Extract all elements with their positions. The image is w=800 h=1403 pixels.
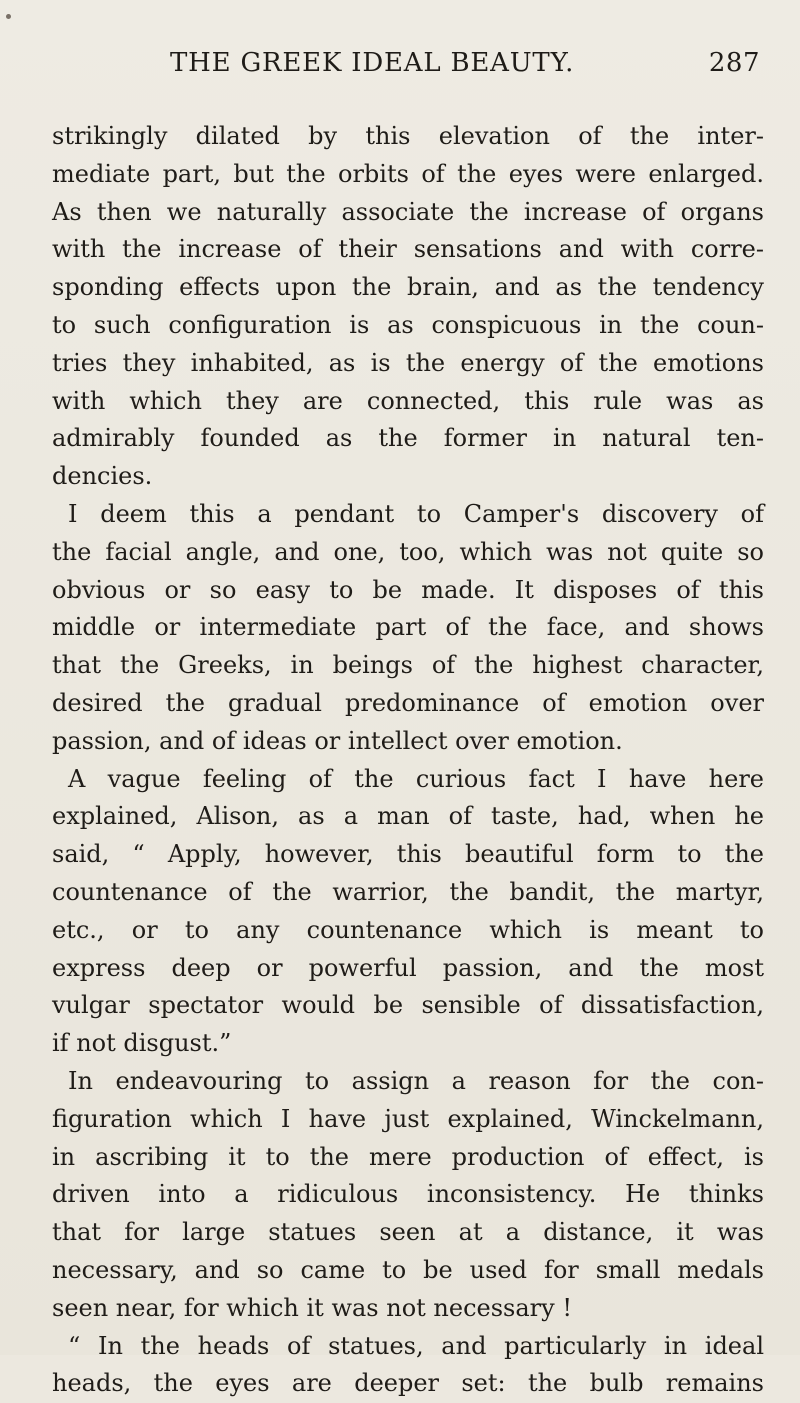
text-line: vulgar spectator would be sensible of dissatisfaction, xyxy=(52,991,764,1020)
text-line: desired the gradual predominance of emotion over xyxy=(52,688,764,717)
text-line: necessary, and so came to be used for small medals xyxy=(52,1255,764,1284)
text-line: figuration which I have just explained, Winckelmann, xyxy=(52,1104,764,1133)
text-line: In endeavouring to assign a reason for the con- xyxy=(68,1066,764,1095)
text-line: if not disgust.” xyxy=(52,1029,232,1058)
text-line: As then we naturally associate the increase of organs xyxy=(52,197,764,226)
text-line: express deep or powerful passion, and the most xyxy=(52,953,764,982)
text-line: passion, and of ideas or intellect over emotion. xyxy=(52,726,623,755)
text-line: said, “ Apply, however, this beautiful form to the xyxy=(52,840,764,869)
text-line: A vague feeling of the curious fact I have here xyxy=(68,764,764,793)
text-line: the facial angle, and one, too, which was not quite so xyxy=(52,537,764,566)
text-line: strikingly dilated by this elevation of the inter- xyxy=(52,122,764,150)
text-line: that for large statues seen at a distance, it was xyxy=(52,1218,764,1247)
text-line: etc., or to any countenance which is meant to xyxy=(52,915,764,944)
running-title: THE GREEK IDEAL BEAUTY. xyxy=(170,48,575,78)
text-line: obvious or so easy to be made. It disposes of this xyxy=(52,575,764,604)
text-line: driven into a ridiculous inconsistency. He thinks xyxy=(52,1180,764,1209)
body-text xyxy=(52,118,764,1403)
text-line: that the Greeks, in beings of the highest character, xyxy=(52,651,764,680)
text-line: seen near, for which it was not necessary ! xyxy=(52,1293,572,1322)
text-line: with which they are connected, this rule was as xyxy=(52,386,764,415)
text-line: sponding effects upon the brain, and as the tendency xyxy=(52,273,764,302)
text-line: middle or intermediate part of the face, and shows xyxy=(52,613,764,642)
text-line: with the increase of their sensations and with corre- xyxy=(52,235,764,264)
page-header xyxy=(170,48,760,88)
text-line: heads, the eyes are deeper set: the bulb remains xyxy=(52,1369,764,1398)
text-line: tries they inhabited, as is the energy of the emotions xyxy=(52,348,764,377)
text-line: countenance of the warrior, the bandit, the martyr, xyxy=(52,877,764,906)
text-line: to such configuration is as conspicuous in the coun- xyxy=(52,310,764,339)
text-line: dencies. xyxy=(52,462,153,491)
text-line: explained, Alison, as a man of taste, had, when he xyxy=(52,802,764,831)
text-line: “ In the heads of statues, and particularly in ideal xyxy=(68,1331,764,1360)
ink-spot xyxy=(6,14,11,19)
text-line: in ascribing it to the mere production of effect, is xyxy=(52,1142,764,1171)
text-line: mediate part, but the orbits of the eyes were enlarged. xyxy=(52,159,764,188)
text-line: admirably founded as the former in natural ten- xyxy=(52,424,764,453)
page-number: 287 xyxy=(708,48,760,78)
text-line: I deem this a pendant to Camper's discovery of xyxy=(68,499,764,528)
